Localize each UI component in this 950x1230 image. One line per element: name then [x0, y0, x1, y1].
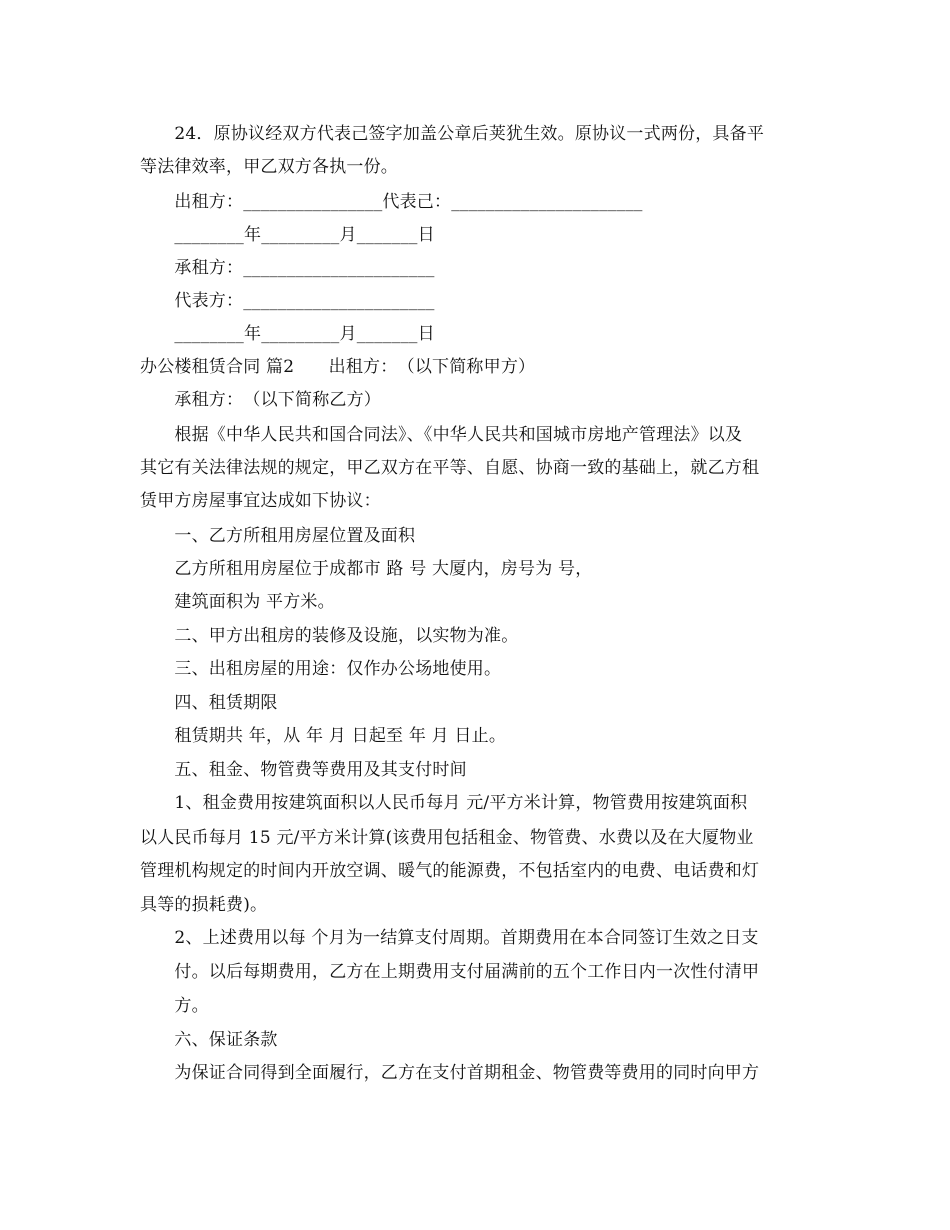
section-heading: 办公楼租赁合同 篇2 出租方： （以下简称甲方） [140, 357, 536, 377]
text-line: 根据《中华人民共和国合同法》、《中华人民共和国城市房地产管理法》以及 [140, 425, 743, 445]
lessee-signature-line: 承租方：______________________ [140, 258, 435, 278]
text-line: 其它有关法律法规的规定，甲乙双方在平等、自愿、协商一致的基础上，就乙方租 [140, 458, 760, 478]
text-line: 24．原协议经双方代表己签字加盖公章后荚犹生效。原协议一式两份，具备平 [140, 124, 765, 144]
date-line: ________年_________月_______日 [140, 225, 435, 245]
text-line: 赁甲方房屋事宜达成如下协议： [140, 491, 381, 511]
clause-heading: 一、乙方所租用房屋位置及面积 [140, 526, 416, 546]
text-line: 具等的损耗费)。 [140, 895, 268, 915]
clause-heading: 三、出租房屋的用途：仅作办公场地使用。 [140, 659, 502, 679]
clause-heading: 六、保证条款 [140, 1030, 278, 1050]
text-line: 承租方： （以下简称乙方） [140, 390, 381, 410]
lessor-signature-line: 出租方：________________代表己：______________________ [140, 192, 643, 212]
text-line: 建筑面积为 平方米。 [140, 592, 335, 612]
text-line: 等法律效率，甲乙双方各执一份。 [140, 157, 398, 177]
text-line: 管理机构规定的时间内开放空调、暖气的能源费，不包括室内的电费、电话费和灯 [140, 861, 760, 881]
text-line: 1、租金费用按建筑面积以人民币每月 元/平方米计算，物管费用按建筑面积 [140, 793, 748, 813]
text-line: 付。以后每期费用，乙方在上期费用支付届满前的五个工作日内一次性付清甲 [140, 962, 760, 982]
text-line: 2、上述费用以每 个月为一结算支付周期。首期费用在本合同签订生效之日支 [140, 928, 759, 948]
text-line: 以人民币每月 15 元/平方米计算(该费用包括租金、物管费、水费以及在大厦物业 [140, 828, 754, 848]
clause-heading: 四、租赁期限 [140, 693, 278, 713]
representative-signature-line: 代表方：______________________ [140, 291, 435, 311]
clause-heading: 二、甲方出租房的装修及设施，以实物为准。 [140, 626, 519, 646]
text-line: 为保证合同得到全面履行，乙方在支付首期租金、物管费等费用的同时向甲方 [140, 1063, 760, 1083]
text-line: 租赁期共 年，从 年 月 日起至 年 月 日止。 [140, 726, 507, 746]
text-line: 方。 [140, 996, 209, 1016]
clause-heading: 五、租金、物管费等费用及其支付时间 [140, 760, 467, 780]
text-line: 乙方所租用房屋位于成都市 路 号 大厦内，房号为 号， [140, 559, 593, 579]
date-line: ________年_________月_______日 [140, 324, 435, 344]
